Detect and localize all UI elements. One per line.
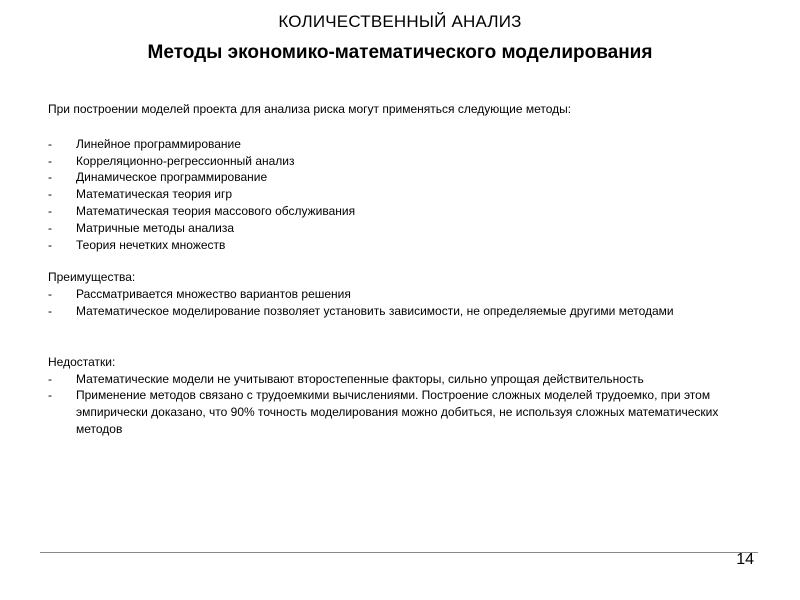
dash-bullet: - <box>48 170 52 185</box>
footer-divider <box>40 552 758 553</box>
method-label: Теория нечетких множеств <box>76 237 226 252</box>
list-item <box>48 186 768 203</box>
method-label: Матричные методы анализа <box>76 220 235 235</box>
advantage-text: Математическое моделирование позволяет установить зависимости, не определяемые другими методами <box>76 303 674 318</box>
list-item <box>48 286 768 303</box>
list-item <box>48 371 768 388</box>
dash-bullet: - <box>48 303 52 318</box>
dash-bullet: - <box>48 136 52 151</box>
disadvantage-text: Применение методов связано с трудоемкими вычислениями. Построение сложных моделей трудоемко, при этом эмпирически доказано, что 90% точность моделирования можно добиться, не используя сложных математических методов <box>76 388 719 436</box>
advantages-heading: Преимущества: <box>48 270 136 285</box>
dash-bullet: - <box>48 153 52 168</box>
dash-bullet: - <box>48 287 52 302</box>
dash-bullet: - <box>48 203 52 218</box>
section-header: КОЛИЧЕСТВЕННЫЙ АНАЛИЗ <box>278 12 522 31</box>
list-item <box>48 237 768 254</box>
method-label: Линейное программирование <box>76 136 241 151</box>
method-label: Динамическое программирование <box>76 170 268 185</box>
advantage-text: Рассматривается множество вариантов решения <box>76 287 351 302</box>
advantages-list <box>48 286 768 320</box>
list-item <box>48 169 768 186</box>
method-label: Корреляционно-регрессионный анализ <box>76 153 295 168</box>
list-item <box>48 203 768 220</box>
intro-text: При построении моделей проекта для анализа риска могут применяться следующие методы: <box>48 102 572 116</box>
list-item <box>48 153 768 170</box>
list-item <box>48 303 768 320</box>
dash-bullet: - <box>48 237 52 252</box>
dash-bullet: - <box>48 187 52 202</box>
disadvantages-heading: Недостатки: <box>48 354 116 369</box>
disadvantage-text: Математические модели не учитывают второстепенные факторы, сильно упрощая действительность <box>76 371 644 386</box>
disadvantages-list <box>48 371 768 438</box>
page-number: 14 <box>736 551 754 568</box>
dash-bullet: - <box>48 388 52 403</box>
methods-list <box>48 136 768 254</box>
list-item <box>48 387 768 437</box>
dash-bullet: - <box>48 371 52 386</box>
method-label: Математическая теория игр <box>76 187 233 202</box>
dash-bullet: - <box>48 220 52 235</box>
method-label: Математическая теория массового обслуживания <box>76 203 356 218</box>
slide-title: Методы экономико-математического моделирования <box>147 42 653 63</box>
slide-content <box>48 101 768 438</box>
list-item <box>48 220 768 237</box>
list-item <box>48 136 768 153</box>
